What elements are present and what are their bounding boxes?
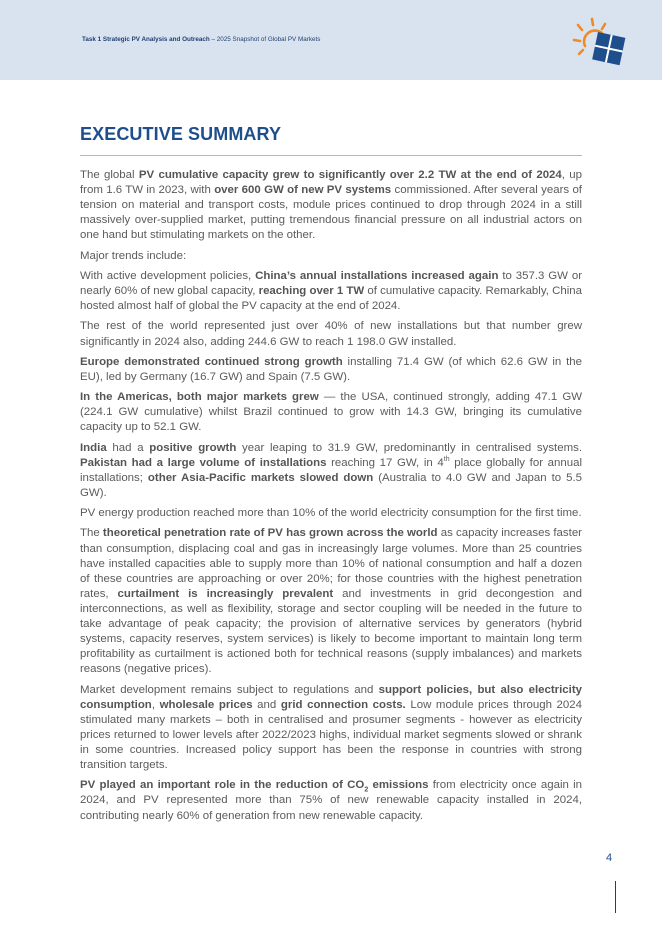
iea-pvps-logo-icon <box>572 16 632 68</box>
bold-run: grid connection costs. <box>280 698 406 711</box>
executive-summary-body <box>80 168 582 829</box>
bold-run: positive growth <box>149 441 237 454</box>
bold-run <box>80 779 429 794</box>
header-separator: – <box>209 36 217 43</box>
text-run: emissions <box>368 779 429 792</box>
bold-run: theoretical penetration rate of PV has grown across the world <box>102 527 438 540</box>
text-run: The <box>80 527 103 540</box>
summary-paragraph <box>80 506 582 521</box>
text-run: PV played an important role in the reduction of CO <box>80 779 365 792</box>
summary-paragraph <box>80 319 582 349</box>
bold-run: support policies, but also electricity consumption <box>80 683 582 711</box>
bold-run: Europe demonstrated continued strong growth <box>80 355 343 368</box>
text-run: place globally for annual installations; <box>80 456 582 484</box>
text-run: as capacity increases faster than consumption, displacing coal and gas in increasingly large volumes. More than 25 countries have installed capacities able to supply more than 10% of national consumption and half a dozen of these countries are approaching or over 20%; for those countries with the highest penetration rates, <box>80 527 582 600</box>
bold-run: other Asia-Pacific markets slowed down <box>147 471 374 484</box>
summary-paragraph <box>80 526 582 677</box>
text-run: Market development remains subject to regulations and <box>80 683 379 696</box>
bold-run: China’s annual installations increased again <box>255 269 499 282</box>
text-run: commissioned. After several years of tension on material and transport costs, module prices continued to drop through 2024 in a still massively over-supplied market, putting tremendous financial pressure on all industrial actors on one hand but stimulating markets on the other. <box>80 184 582 242</box>
text-run: (Australia to 4.0 GW and Japan to 5.5 GW). <box>80 471 582 499</box>
header-task-label: Task 1 Strategic PV Analysis and Outreach <box>82 36 210 43</box>
text-run: had a <box>106 441 150 454</box>
text-run: of cumulative capacity. Remarkably, China hosted almost half of global the PV capacity at the end of 2024. <box>80 285 582 313</box>
page-title: EXECUTIVE SUMMARY <box>80 124 282 144</box>
text-run: PV energy production reached more than 10% of the world electricity consumption for the first time. <box>80 507 582 520</box>
text-run: reaching 17 GW, in 4 <box>326 456 444 469</box>
bold-run: reaching over 1 TW <box>258 285 365 298</box>
bold-run: over 600 GW of new PV systems <box>214 184 392 197</box>
page-header <box>0 0 662 80</box>
page-number-bar <box>615 881 616 913</box>
text-run: The rest of the world represented just over 40% of new installations but that number grew significantly in 2024 also, adding 244.6 GW to reach 1 198.0 GW installed. <box>80 320 582 348</box>
title-divider <box>80 155 582 156</box>
bold-run: PV cumulative capacity grew to significantly over 2.2 TW at the end of 2024 <box>138 169 562 181</box>
text-run: Major trends include: <box>80 249 187 262</box>
bold-run: curtailment is increasingly prevalent <box>117 587 334 600</box>
summary-paragraph <box>80 249 582 264</box>
bold-run: India <box>80 441 107 454</box>
header-subtitle: 2025 Snapshot of Global PV Markets <box>216 36 321 43</box>
text-run: from electricity once again in 2024, and PV represented more than 75% of new renewable capacity installed in 2024, contributing nearly 60% of generation from new renewable capacity. <box>80 779 583 822</box>
text-run: — the USA, continued strongly, adding 47.1 GW (224.1 GW cumulative) whilst Brazil continued to grow with 14.3 GW, bringing its cumulative capacity up to 52.1 GW. <box>80 391 583 434</box>
text-run: to 357.3 GW or nearly 60% of new global capacity, <box>80 269 583 298</box>
ordinal-superscript: th <box>443 455 450 463</box>
text-run: and <box>252 698 281 711</box>
text-run: , up from 1.6 TW in 2023, with <box>80 169 583 197</box>
bold-run: wholesale prices <box>159 698 253 711</box>
running-header <box>82 36 320 43</box>
bold-run: Pakistan had a large volume of installations <box>80 456 327 469</box>
bold-run: In the Americas, both major markets grew <box>80 391 319 404</box>
summary-paragraph <box>80 683 582 774</box>
summary-paragraph <box>80 390 582 435</box>
summary-paragraph <box>80 441 582 501</box>
text-run: The global <box>80 169 139 181</box>
text-run: With active development policies, <box>80 269 256 282</box>
text-run: , <box>151 698 160 711</box>
page-number: 4 <box>606 852 613 864</box>
summary-paragraph <box>80 355 582 385</box>
subscript: 2 <box>364 786 369 794</box>
summary-paragraph <box>80 168 582 243</box>
summary-paragraph <box>80 778 582 823</box>
text-run: year leaping to 31.9 GW, predominantly in centralised systems. <box>236 441 582 454</box>
text-run: installing 71.4 GW (of which 62.6 GW in the EU), led by Germany (16.7 GW) and Spain (7.5 GW). <box>80 355 582 383</box>
text-run: and investments in grid decongestion and interconnections, as well as flexibility, storage and sector coupling will be needed in the future to take advantage of peak capacity; the provision of alternative services by generators (hybrid systems, capacity reserves, system services) is likely to become important to maintain long term profitability as curtailment is actioned both for technical reasons (supply imbalances) and markets reasons (negative prices). <box>80 587 582 676</box>
summary-paragraph <box>80 269 582 314</box>
text-run: Low module prices through 2024 stimulated many markets – both in centralised and prosumer segments - however as electricity prices returned to lower levels after 2022/2023 highs, individual market segments slowed or shrank in some countries. Increased policy support has been the response in countries with strong transition targets. <box>80 698 583 772</box>
